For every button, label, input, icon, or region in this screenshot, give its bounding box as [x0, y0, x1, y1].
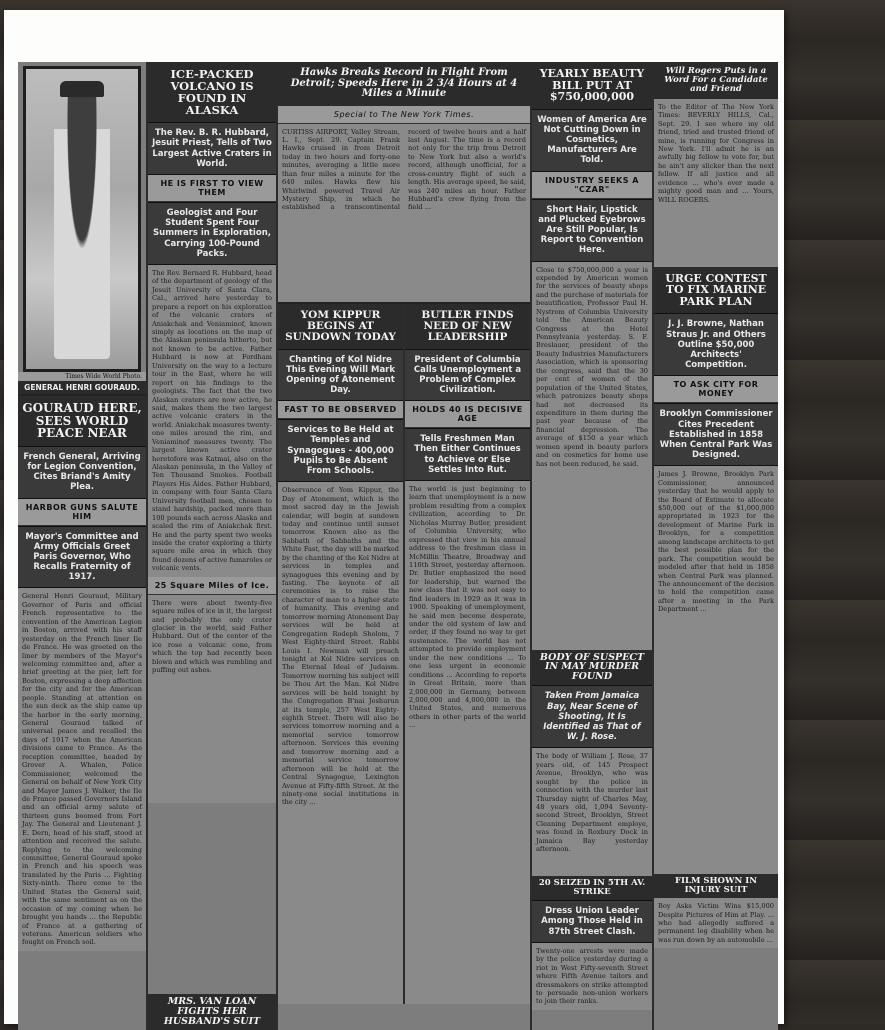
subhead-yom-kippur: FAST TO BE OBSERVED	[278, 401, 403, 419]
general-photo	[23, 66, 141, 372]
article-body-hawks: CURTISS AIRPORT, Valley Stream, L. I., Sept. 29. Captain Frank Hawks cruised in from Detroit today in two hours and forty-one minutes, averaging a little more than four miles a minute for the 640 miles. Hawks flew his Whirlwind powered Travel Air Mystery Ship, in which he established a transcontinental record of twelve hours and a half last August. The time is a record not only for the trip from Detroit to New York but also a world's record, although unofficial, for a cross-country flight of such a length. His average speed, he said, was 240 miles an hour. Father Hubbard's crew flying from the field ...	[278, 124, 530, 302]
lower-split	[278, 304, 530, 1004]
article-body-yom-kippur: Observance of Yom Kippur, the Day of Atonement, which is the most sacred day in the Jewish calendar, will begin at sundown today and continue until sunset tomorrow. Known also as the Sabbath of Sabbaths and the White Fast, the day will be marked by the chanting of the Kol Nidre at services in temples and synagogues this evening and by fasting. The keynote of all ceremonies is to raise the character of man to a higher state of humanity. This evening and tomorrow morning Atonement Day services will be held at Congregation Rodeph Sholom, 7 West Eighty-third Street. Rabbi Louis I. Newman will preach tonight at Kol Nidre services on The Eternal Ideal of Judaism. Tomorrow morning his subject will be Thou Art the Man. Kol Nidre services will be held tonight by the Congregation B'nai Jeshurun at its temple, 257 West Eighty-eighth Street. There will also be services tomorrow morning and a memorial service tomorrow afternoon. Services this evening and tomorrow morning and a memorial service tomorrow afternoon will be held at the Central Synagogue, Lexington Avenue at Fifty-fifth Street. At the ninety-one social institutions in the city ...	[278, 482, 403, 1003]
deck2-marine-park: Brooklyn Commissioner Cites Precedent Established in 1858 When Central Park Was Designed.	[654, 403, 778, 466]
deck-butler: President of Columbia Calls Unemployment a Problem of Complex Civilization.	[405, 349, 530, 402]
newspaper-clipping	[18, 62, 778, 1030]
headline-volcano: ICE-PACKED VOLCANO IS FOUND IN ALASKA	[148, 62, 276, 122]
headline-butler: BUTLER FINDS NEED OF NEW LEADERSHIP	[405, 304, 530, 349]
headline-gouraud: GOURAUD HERE, SEES WORLD PEACE NEAR	[18, 396, 146, 446]
article-body-beauty: Close to $750,000,000 a year is expended by American women for the services of beauty shops and the purchase of materials for beautification, Professor Paul H. Nystrom of Columbia University told the American Beauty Congress at the Hotel Pennsylvania yesterday. S. F. Breslauer, president of the Beauty Industries Manufacturers Association, which is sponsoring the congress, said that the 30 per cent of women of the population of the United States, which patronizes beauty shops had not decreased its expenditure in them during the past year because of the financial depression. The average of $150 a year which women spend in beauty parlors and on cosmetics for home use has not been reduced, he said.	[532, 262, 652, 650]
headline-marine-park: URGE CONTEST TO FIX MARINE PARK PLAN	[654, 267, 778, 314]
column-volcano	[148, 62, 278, 1030]
subhead-volcano: HE IS FIRST TO VIEW THEM	[148, 175, 276, 202]
article-body-marine-park: James J. Browne, Brooklyn Park Commissioner, announced yesterday that he would apply to the Board of Estimate to allocate $50,000 out of the $1,000,000 appropriated in 1923 for the development of Marine Park in Brooklyn, for a competition among landscape architects to get the best possible plan for the park. The competition would be modeled after that held in 1858 when Central Park was planned. The announcement of the decision to hold the competition came after a meeting in the Park Department ...	[654, 466, 778, 874]
deck-suspect: Taken From Jamaica Bay, Near Scene of Shooting, It Is Identified as That of W. J. Rose.	[532, 685, 652, 748]
deck2-butler: Tells Freshmen Man Then Either Continues to Achieve or Else Settles Into Rut.	[405, 428, 530, 481]
headline-rogers: Will Rogers Puts in a Word For a Candidate and Friend	[654, 62, 778, 99]
article-body-suspect: The body of William J. Rose, 37 years old, of 145 Prospect Avenue, Brooklyn, who was sought by the police in connection with the murder last Thursday night of Charles May, 48 years old, 1,094 Seventy-second Street, Brooklyn, Street Cleaning Department employe, was found in Roxbury Dock in Jamaica Bay yesterday afternoon.	[532, 748, 652, 876]
portrait-figure	[54, 89, 110, 359]
headline-yom-kippur: YOM KIPPUR BEGINS AT SUNDOWN TODAY	[278, 304, 403, 349]
subhead-beauty: INDUSTRY SEEKS A "CZAR"	[532, 172, 652, 199]
article-body-butler: The world is just beginning to learn that unemployment is a new problem resulting from a complex civilization, according to Dr. Nicholas Murray Butler, president of Columbia University, who expressed that view in his annual address to the freshman class in McMillin Theatre, Broadway and 116th Street, yesterday afternoon. Dr. Butler emphasized the need for leadership, but warned the new class that it was not easy to find leaders in 1929 as it was in 1900. Speaking of unemployment, he said men become desperate, under the old system of law and order, if they found no way to get sustenance. The world has not attempted to provide employment under the new conditions ... To one less urgent in economic conditions ... According to reports in Great Britain, more than 2,000,000 in Germany, between 2,000,000 and 4,000,000 in the United States, and numerous others in other parts of the world ...	[405, 481, 530, 1003]
headline-beauty: YEARLY BEAUTY BILL PUT AT $750,000,000	[532, 62, 652, 109]
photo-credit: Times Wide World Photo.	[18, 372, 146, 381]
byline-hawks: Special to The New York Times.	[278, 106, 530, 124]
kepi-cap	[60, 81, 104, 97]
deck2-beauty: Short Hair, Lipstick and Plucked Eyebrows Are Still Popular, Is Report to Convention Here.	[532, 199, 652, 262]
subhead-ice: 25 Square Miles of Ice.	[148, 577, 276, 595]
column-beauty	[532, 62, 654, 1030]
column-rogers-marine	[654, 62, 778, 1030]
headline-strike: 20 SEIZED IN 5TH AV. STRIKE	[532, 876, 652, 900]
photocopy-page	[4, 10, 784, 1028]
subhead-marine-park: TO ASK CITY FOR MONEY	[654, 376, 778, 403]
deck-marine-park: J. J. Browne, Nathan Straus Jr. and Others Outline $50,000 Architects' Competition.	[654, 313, 778, 376]
deck2-gouraud: Mayor's Committee and Army Officials Greet Paris Governor, Who Recalls Fraternity of 1917.	[18, 526, 146, 589]
deck-strike: Dress Union Leader Among Those Held in 87th Street Clash.	[532, 900, 652, 943]
article-body-volcano: The Rev. Bernard R. Hubbard, head of the department of geology of the Jesuit University of Santa Clara, Cal., arrived here yesterday to prepare a report on his exploration of the volcanic craters of Aniakchak and Veniaminof, known simply as locations on the map of the Alaskan peninsula hitherto, but not known to be active. Father Hubbard is now at Fordham University on the way to a lecture tour in the East, where he will report on his findings to the geologists. The fact that the two Alaskan craters are now active, he said, makes them the two largest active volcanic craters in the world. Aniakchak measures twenty-one miles around the rim, and Veniaminof measures twenty. The largest known active crater heretofore was Katmai, also on the Alaskan peninsula, in the Valley of Ten Thousand Smokes. Football Players His Aides. Father Hubbard, in company with four Santa Clara University football men, chosen to stand hardship, packed more than 100 pounds each across Alaska and scaled the rim of Aniakchak first. He and the party spent two weeks inside the crater exploring a thirty square mile area in which they found dozens of active fumaroles or volcanic vents.	[148, 265, 276, 577]
subhead-gouraud: HARBOR GUNS SALUTE HIM	[18, 499, 146, 526]
deck-gouraud: French General, Arriving for Legion Convention, Cites Briand's Amity Plea.	[18, 446, 146, 499]
deck2-volcano: Geologist and Four Student Spent Four Summers in Exploration, Carrying 100-Pound Packs.	[148, 202, 276, 265]
deck2-yom-kippur: Services to Be Held at Temples and Synagogues - 400,000 Pupils to Be Absent From Schools.	[278, 419, 403, 482]
deck-volcano: The Rev. B. R. Hubbard, Jesuit Priest, Tells of Two Largest Active Craters in World.	[148, 122, 276, 175]
headline-film-suit: FILM SHOWN IN INJURY SUIT	[654, 874, 778, 898]
headline-hawks: Hawks Breaks Record in Flight From Detroit; Speeds Here in 2 3/4 Hours at 4 Miles a Minute	[278, 62, 530, 106]
subhead-butler: HOLDS 40 IS DECISIVE AGE	[405, 401, 530, 428]
article-body-strike: Twenty-one arrests were made by the police yesterday during a riot in West Fifty-seventh Street where Fifth Avenue tailors and dressmakers on strike attempted to persuade non-union workers to join their ranks.	[532, 943, 652, 1010]
article-body-film-suit: Boy Asks Victim Wins $15,000 Despite Pictures of Him at Play. ... who had allegedly suffered a permanent leg disability when he was run down by an automobile ...	[654, 898, 778, 948]
headline-suspect: BODY OF SUSPECT IN MAY MURDER FOUND	[532, 650, 652, 686]
photo-caption: GENERAL HENRI GOURAUD.	[18, 381, 146, 394]
column-butler	[405, 304, 530, 1004]
deck-beauty: Women of America Are Not Cutting Down in Cosmetics, Manufacturers Are Told.	[532, 109, 652, 172]
column-hawks-yom-butler	[278, 62, 532, 1030]
letter-body-rogers: To the Editor of The New York Times: BEVERLY HILLS, Cal., Sept. 29. I see where my old friend, tried and trusted friend of mine, is running for Congress in New York. I'll admit he is an awfully big fellow to vote for, but he ain't any slicker than the next fellow. If all justice and all evidence ... who's ever made a mighty good man and ... Yours, WILL ROGERS.	[654, 99, 778, 267]
deck-yom-kippur: Chanting of Kol Nidre This Evening Will Mark Opening of Atonement Day.	[278, 349, 403, 402]
column-yom-kippur	[278, 304, 405, 1004]
column-gouraud	[18, 62, 148, 1030]
article-body-ice: There were about twenty-five square miles of ice in it, the largest and probably the only crater glacier in the world, said Father Hubbard. Out of the center of the ice rose a volcanic cone, from which the top had recently been blown and which was rumbling and puffing out ashes.	[148, 595, 276, 803]
article-body-gouraud: General Henri Gouraud, Military Governor of Paris and official French representative to the convention of the American Legion in Boston, arrived with his staff yesterday on the French liner Ile de France. He was greeted on the liner by members of the Mayor's welcoming committee and, after a brief greeting at the pier, left for Boston, expressing a deep affection for the city and for the American people. Standing at attention on the sun deck as the ship came up the harbor in the early morning, General Gouraud talked of universal peace and recalled the days of 1917 when the American divisions came to France. As the reception committee, headed by Grover A. Whalen, Police Commissioner, welcomed the General on behalf of New York City and Mayor James J. Walker, the Ile de France passed Governors Island and an official army salute of thirteen guns boomed from Fort Jay. The General and Lieutenant J. E. Dern, head of his staff, stood at attention and received the salute. Replying to the welcoming committee, General Gouraud spoke in French and his speech was translated by the Paris ... Fighting Sixty-ninth. There come to the United States the General said, with the same sentiment as on the occasion of my coming when he brought you hands ... the Republic of France at a gathering of veterans. American soldiers who fought on French soil.	[18, 588, 146, 950]
headline-van-loan: MRS. VAN LOAN FIGHTS HER HUSBAND'S SUIT	[148, 994, 276, 1030]
